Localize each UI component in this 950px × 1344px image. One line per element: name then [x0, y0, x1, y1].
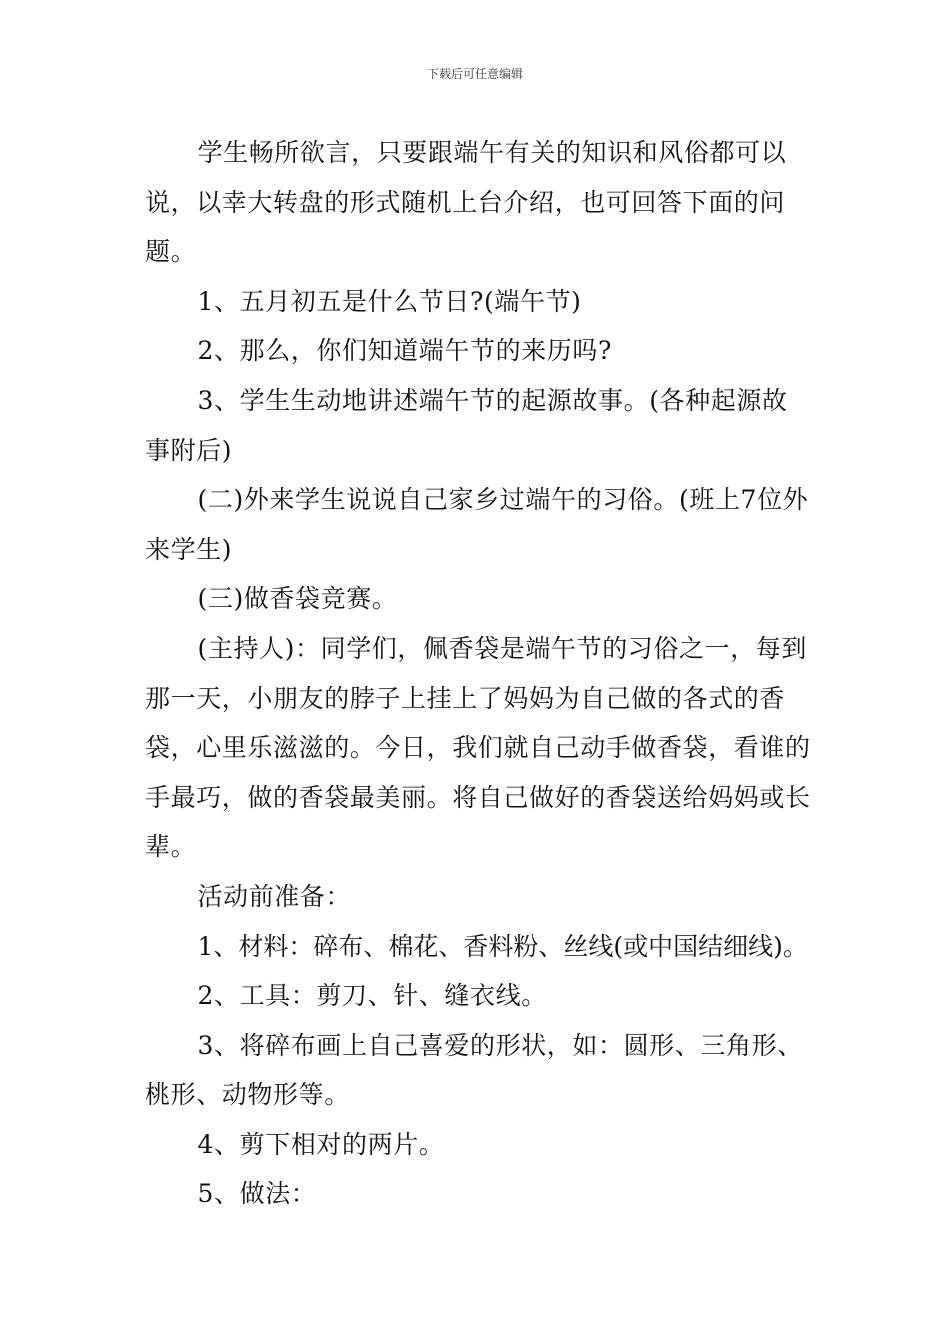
preparation-item-1: 1、材料：碎布、棉花、香料粉、丝线(或中国结细线)。 — [197, 931, 808, 961]
host-paragraph: (主持人)：同学们，佩香袋是端午节的习俗之一，每到那一天，小朋友的脖子上挂上了妈妈为自己做的各式的香袋，心里乐滋滋的。今日，我们就自己动手做香袋，看谁的手最巧，做的香袋最美丽。将自己做好的香袋送给妈妈或长辈。 — [145, 633, 811, 862]
preparation-item-5: 5、做法： — [197, 1179, 317, 1209]
section-3-heading: (三)做香袋竞赛。 — [197, 584, 398, 614]
paragraph-intro: 学生畅所欲言，只要跟端午有关的知识和风俗都可以说，以幸大转盘的形式随机上台介绍，也可回答下面的问题。 — [145, 138, 787, 267]
document-body — [145, 128, 811, 1219]
preparation-item-4: 4、剪下相对的两片。 — [197, 1129, 445, 1159]
preparation-item-2: 2、工具：剪刀、针、缝衣线。 — [197, 981, 547, 1011]
question-2: 2、那么，你们知道端午节的来历吗? — [197, 336, 613, 366]
section-2-paragraph: (二)外来学生说说自己家乡过端午的习俗。(班上7位外来学生) — [145, 485, 809, 564]
question-3: 3、学生生动地讲述端午节的起源故事。(各种起源故事附后) — [145, 385, 788, 465]
question-1: 1、五月初五是什么节日?(端午节) — [197, 286, 582, 316]
page-header: 下载后可任意编辑 — [426, 67, 523, 81]
preparation-item-3: 3、将碎布画上自己喜爱的形状，如：圆形、三角形、桃形、动物形等。 — [145, 1030, 803, 1110]
preparation-heading: 活动前准备： — [197, 881, 352, 911]
